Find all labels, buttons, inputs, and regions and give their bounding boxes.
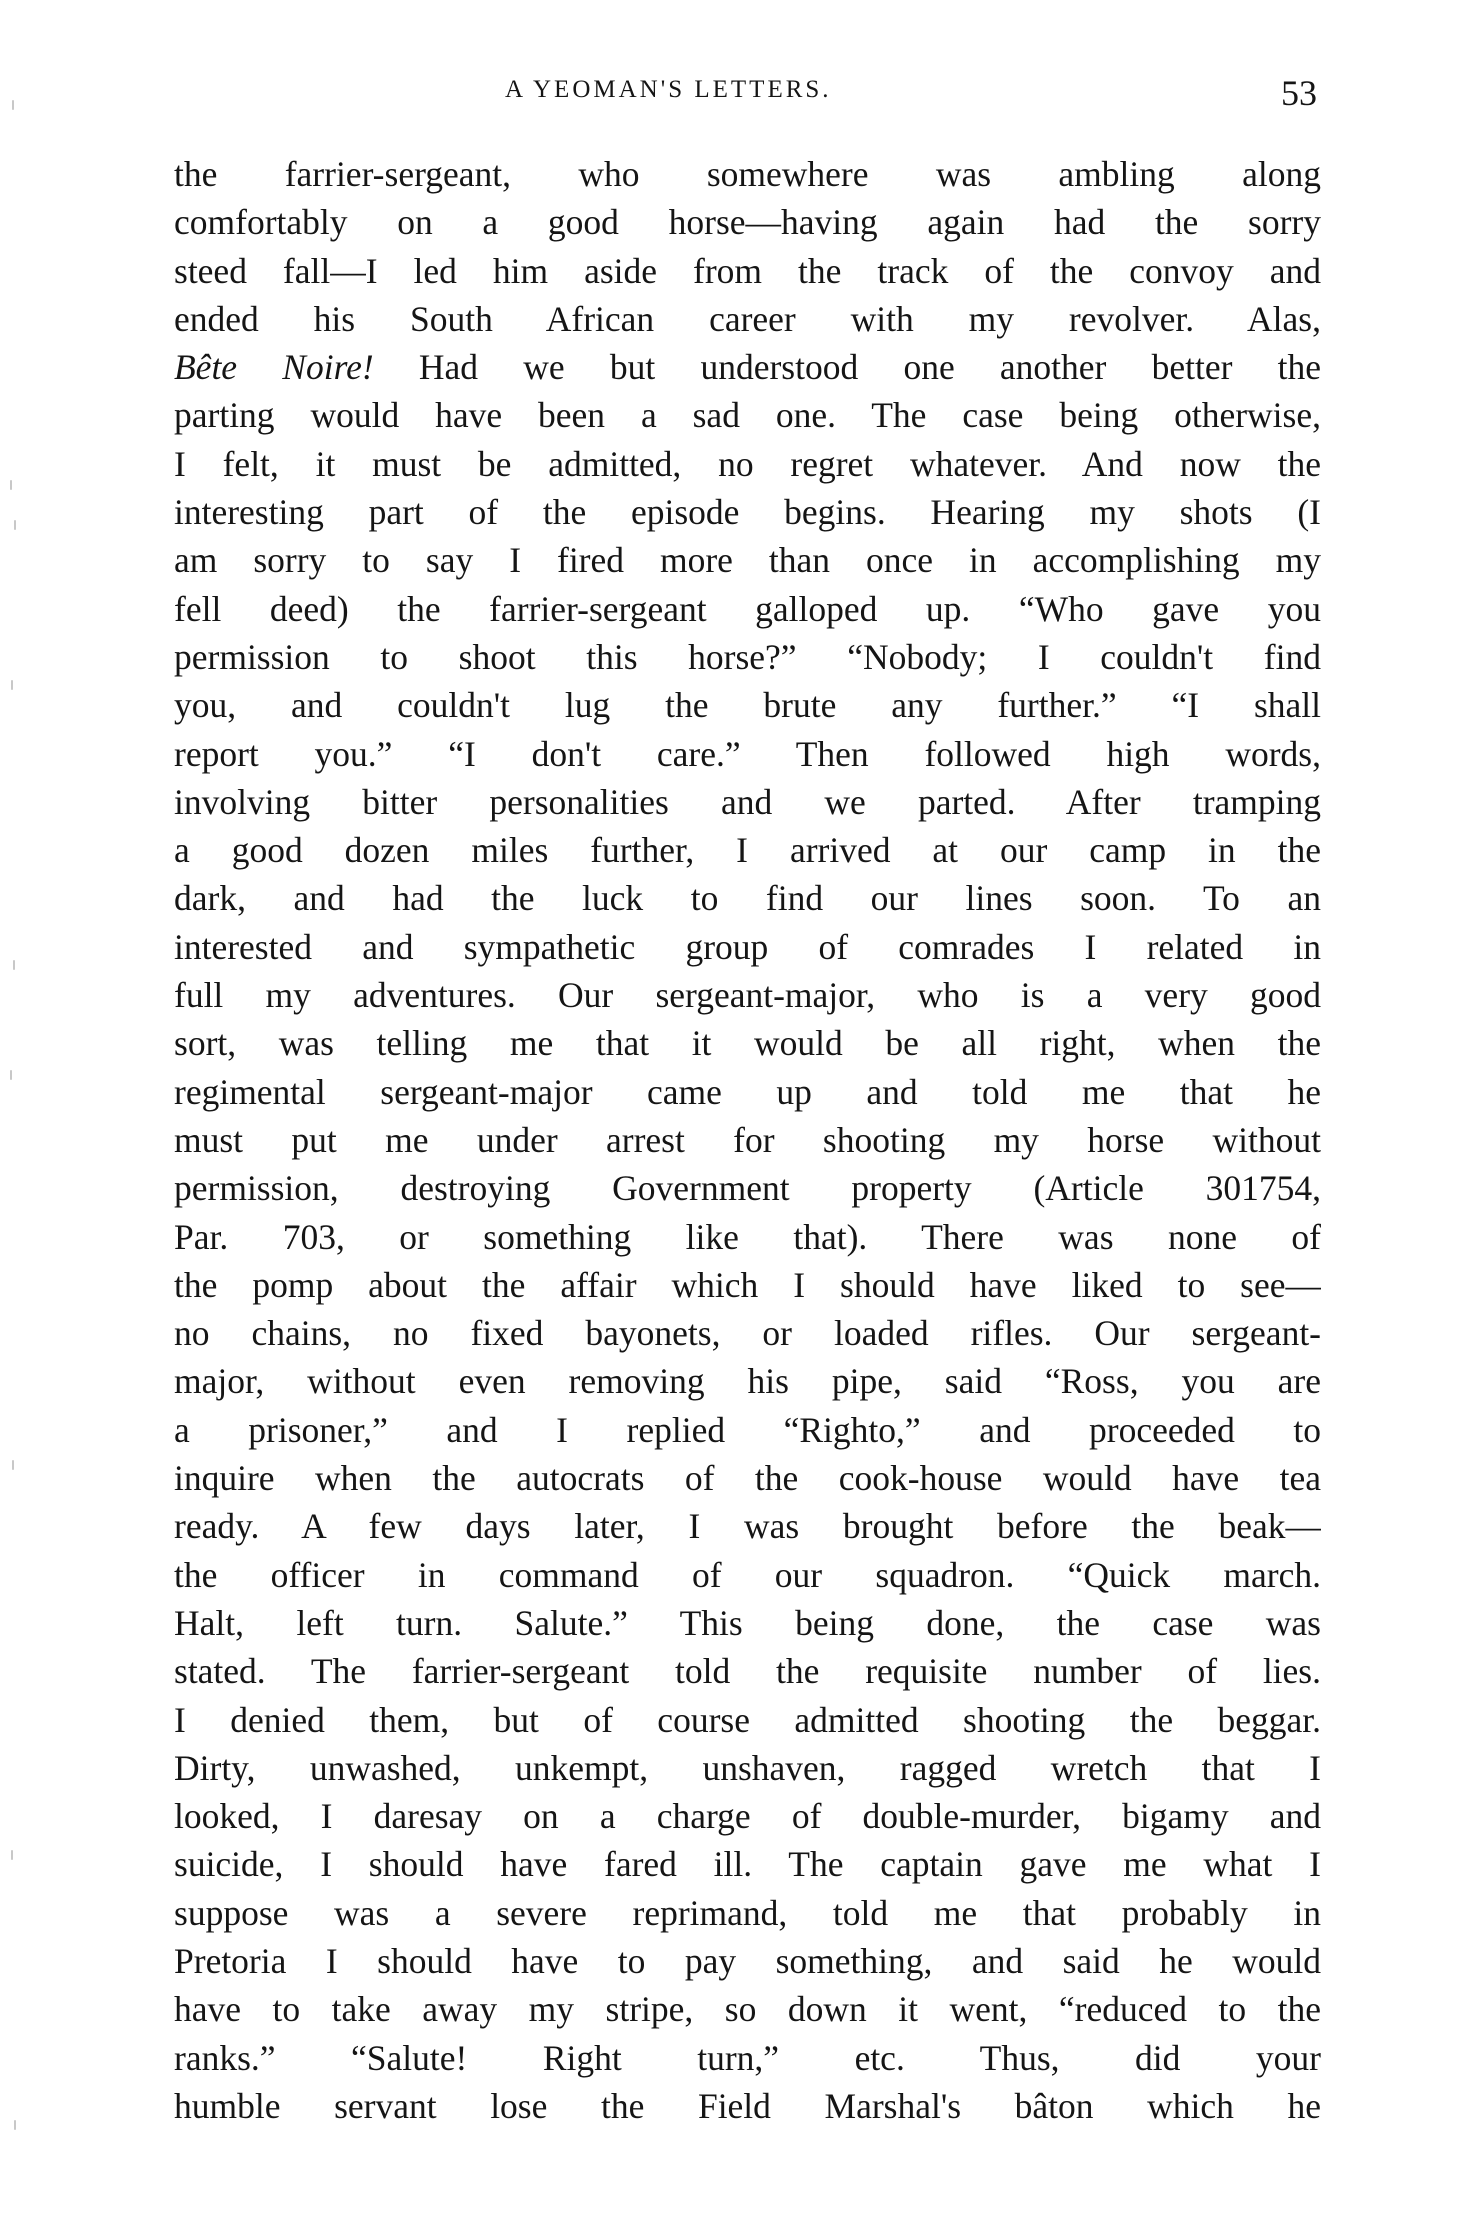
text-line: a good dozen miles further, I arrived at our camp in the	[174, 830, 1321, 871]
text-line: comfortably on a good horse—having again had the sorry	[174, 202, 1321, 243]
text-line: have to take away my stripe, so down it went, “reduced to the	[174, 1989, 1321, 2030]
text-line: full my adventures. Our sergeant-major, who is a very good	[174, 975, 1321, 1016]
text-line: you, and couldn't lug the brute any further.” “I shall	[174, 685, 1321, 726]
text-line: report you.” “I don't care.” Then followed high words,	[174, 733, 1321, 774]
text-line: major, without even removing his pipe, said “Ross, you are	[174, 1361, 1321, 1402]
text-line: permission, destroying Government property (Article 301754,	[174, 1168, 1321, 1209]
text-line: stated. The farrier-sergeant told the requisite number of lies.	[174, 1651, 1321, 1692]
text-line: inquire when the autocrats of the cook-house would have tea	[174, 1458, 1321, 1499]
text-line: ended his South African career with my revolver. Alas,	[174, 298, 1321, 339]
text-line: interested and sympathetic group of comrades I related in	[174, 926, 1321, 967]
text-line: interesting part of the episode begins. Hearing my shots (I	[174, 492, 1321, 533]
text-line-with-italic	[174, 343, 1321, 391]
text-line: the farrier-sergeant, who somewhere was ambling along	[174, 154, 1321, 194]
text-line: I felt, it must be admitted, no regret whatever. And now the	[174, 443, 1321, 484]
text-line: suppose was a severe reprimand, told me that probably in	[174, 1892, 1321, 1933]
italic-phrase: Bête Noire!	[174, 347, 374, 388]
page-number: 53	[1281, 73, 1317, 113]
body-text	[174, 150, 1321, 2130]
text-line: the officer in command of our squadron. “Quick march.	[174, 1554, 1321, 1595]
text-line: looked, I daresay on a charge of double-murder, bigamy and	[174, 1796, 1321, 1837]
text-line: involving bitter personalities and we parted. After tramping	[174, 781, 1321, 822]
text-line: am sorry to say I fired more than once in accomplishing my	[174, 540, 1321, 581]
text-line-remainder: Had we but understood one another better the	[418, 347, 1321, 388]
text-line: regimental sergeant-major came up and told me that he	[174, 1071, 1321, 1112]
text-line: Halt, left turn. Salute.” This being done, the case was	[174, 1602, 1321, 1643]
text-line: ranks.” “Salute! Right turn,” etc. Thus, did your	[174, 2037, 1321, 2078]
text-line: permission to shoot this horse?” “Nobody; I couldn't find	[174, 636, 1321, 677]
text-line: must put me under arrest for shooting my horse without	[174, 1119, 1321, 1160]
left-margin-specks	[8, 60, 28, 2160]
text-line: suicide, I should have fared ill. The captain gave me what I	[174, 1844, 1321, 1885]
running-title: A YEOMAN'S LETTERS.	[505, 76, 832, 103]
text-line: sort, was telling me that it would be all right, when the	[174, 1023, 1321, 1064]
text-line: parting would have been a sad one. The case being otherwise,	[174, 395, 1321, 436]
text-line: ready. A few days later, I was brought before the beak—	[174, 1506, 1321, 1547]
text-line: Pretoria I should have to pay something, and said he would	[174, 1940, 1321, 1981]
text-line: humble servant lose the Field Marshal's bâton which he	[174, 2085, 1321, 2126]
text-line: dark, and had the luck to find our lines soon. To an	[174, 878, 1321, 919]
text-line: Par. 703, or something like that). There was none of	[174, 1216, 1321, 1257]
text-line: Dirty, unwashed, unkempt, unshaven, ragged wretch that I	[174, 1747, 1321, 1788]
text-line: a prisoner,” and I replied “Righto,” and proceeded to	[174, 1409, 1321, 1450]
text-line: the pomp about the affair which I should have liked to see—	[174, 1264, 1321, 1305]
text-line: I denied them, but of course admitted shooting the beggar.	[174, 1699, 1321, 1740]
page-header	[0, 72, 1467, 132]
text-line: no chains, no fixed bayonets, or loaded rifles. Our sergeant-	[174, 1313, 1321, 1354]
text-line: steed fall—I led him aside from the track of the convoy and	[174, 250, 1321, 291]
text-line: fell deed) the farrier-sergeant galloped up. “Who gave you	[174, 588, 1321, 629]
